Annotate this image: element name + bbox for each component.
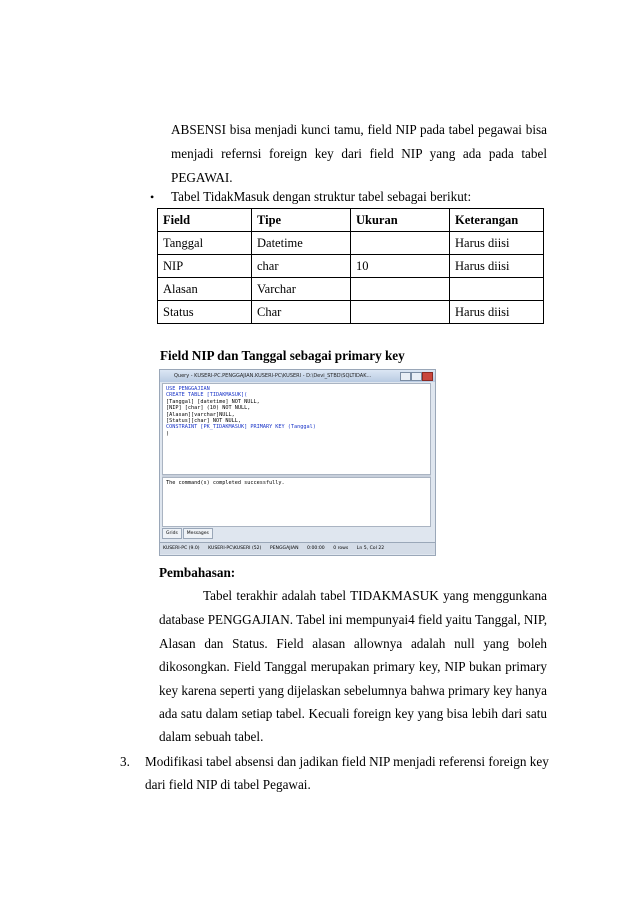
pembahasan-line-7: dalam sebuah tabel. bbox=[159, 729, 264, 744]
header-tipe: Tipe bbox=[252, 209, 351, 232]
table-row bbox=[158, 278, 544, 301]
table-cell: Char bbox=[252, 301, 351, 324]
status-rows: 0 rows bbox=[333, 546, 349, 551]
minimize-icon bbox=[400, 372, 411, 381]
header-field: Field bbox=[158, 209, 252, 232]
close-icon bbox=[422, 372, 433, 381]
table-row bbox=[158, 232, 544, 255]
code-line: USE PENGGAJIAN bbox=[166, 386, 210, 392]
code-line: [Status][char] NOT NULL, bbox=[166, 418, 241, 425]
code-line: CREATE TABLE [TIDAKMASUK]( bbox=[166, 392, 248, 399]
status-bar bbox=[160, 542, 435, 554]
status-time: 0:00:00 bbox=[307, 546, 325, 551]
pk-caption: Field NIP dan Tanggal sebagai primary key bbox=[160, 348, 405, 363]
table-cell: Varchar bbox=[252, 278, 351, 301]
code-line: [Alasan][varchar]NULL, bbox=[166, 411, 235, 418]
table-cell: Datetime bbox=[252, 232, 351, 255]
table-cell bbox=[351, 278, 450, 301]
code-line: ) bbox=[166, 430, 170, 437]
bullet-icon: • bbox=[150, 190, 155, 204]
table-header-row bbox=[158, 209, 544, 232]
header-keterangan: Keterangan bbox=[450, 209, 544, 232]
table-cell: 10 bbox=[351, 255, 450, 278]
intro-line-3: PEGAWAI. bbox=[171, 170, 233, 185]
screenshot-titlebar bbox=[160, 370, 435, 382]
maximize-icon bbox=[411, 372, 422, 381]
status-user: KUSERI-PC\KUSERI (52) bbox=[208, 546, 262, 551]
result-message: The command(s) completed successfully. bbox=[166, 480, 285, 486]
header-ukuran: Ukuran bbox=[351, 209, 450, 232]
pembahasan-line-2: database PENGGAJIAN. Tabel ini mempunyai4 field yaitu Tanggal, NIP, bbox=[159, 612, 547, 627]
pembahasan-line-4: dikosongkan. Field Tanggal merupakan primary key, NIP bukan primary bbox=[159, 659, 547, 674]
intro-line-2: menjadi refernsi foreign key dari field NIP yang ada pada tabel bbox=[171, 146, 547, 161]
pembahasan-line-6: ada satu dalam setiap tabel. Kecuali foreign key yang bisa lebih dari satu bbox=[159, 706, 547, 721]
item3-line-2: dari field NIP di tabel Pegawai. bbox=[145, 777, 311, 792]
item3-number: 3. bbox=[120, 754, 130, 769]
code-line: [Tanggal] [datetime] NOT NULL, bbox=[166, 398, 260, 405]
code-line: CONSTRAINT [PK_TIDAKMASUK] PRIMARY KEY (Tanggal) bbox=[166, 424, 316, 431]
pembahasan-line-3: Alasan dan Status. Field alasan allownya adalah null yang boleh bbox=[159, 636, 547, 651]
pembahasan-line-5: key karena seperti yang dijelaskan sebelumnya bahwa primary key hanya bbox=[159, 683, 547, 698]
table-cell: Harus diisi bbox=[450, 301, 544, 324]
tab-grids: Grids bbox=[162, 528, 182, 539]
table-cell: Tanggal bbox=[158, 232, 252, 255]
result-tabs bbox=[162, 528, 214, 537]
table-cell: Alasan bbox=[158, 278, 252, 301]
table-cell bbox=[351, 301, 450, 324]
status-server: KUSERI-PC (9.0) bbox=[163, 546, 200, 551]
table-row bbox=[158, 255, 544, 278]
tab-messages: Messages bbox=[183, 528, 213, 539]
intro-line-1: ABSENSI bisa menjadi kunci tamu, field NIP pada tabel pegawai bisa bbox=[171, 122, 547, 137]
table-row bbox=[158, 301, 544, 324]
code-line: [NIP] [char] (10) NOT NULL, bbox=[166, 405, 251, 412]
table-cell: NIP bbox=[158, 255, 252, 278]
table-cell: Harus diisi bbox=[450, 255, 544, 278]
table-cell bbox=[351, 232, 450, 255]
item3-line-1: Modifikasi tabel absensi dan jadikan field NIP menjadi referensi foreign key bbox=[145, 754, 549, 769]
pembahasan-title: Pembahasan: bbox=[159, 565, 236, 580]
messages-pane bbox=[162, 477, 431, 527]
sql-code-editor bbox=[162, 383, 431, 475]
tidakmasuk-structure-table bbox=[157, 208, 544, 324]
pembahasan-line-1: Tabel terakhir adalah tabel TIDAKMASUK yang menggunkana bbox=[203, 588, 547, 603]
bullet-text: Tabel TidakMasuk dengan struktur tabel sebagai berikut: bbox=[171, 189, 472, 204]
table-cell: Harus diisi bbox=[450, 232, 544, 255]
screenshot-title: Query - KUSERI-PC.PENGGAJIAN.KUSERI-PC\KUSERI - D:\Devi_STBD\SQLTIDAK... bbox=[174, 373, 372, 379]
status-position: Ln 5, Col 22 bbox=[356, 546, 385, 551]
table-cell: Status bbox=[158, 301, 252, 324]
table-cell bbox=[450, 278, 544, 301]
status-database: PENGGAJIAN bbox=[269, 546, 299, 551]
table-cell: char bbox=[252, 255, 351, 278]
sql-query-screenshot bbox=[159, 369, 436, 556]
